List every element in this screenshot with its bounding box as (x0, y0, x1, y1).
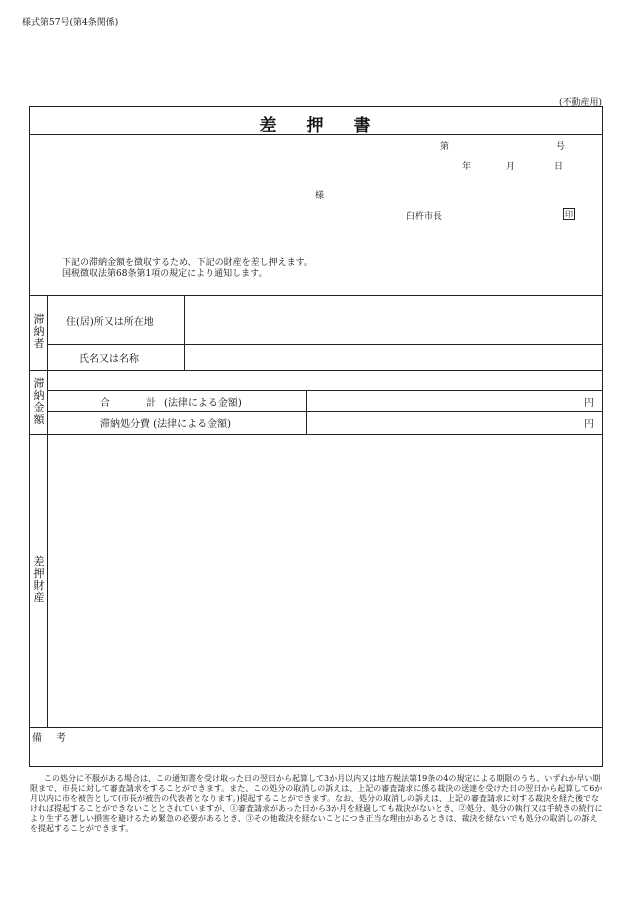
total-currency: 円 (584, 398, 594, 409)
year-label: 年 (462, 162, 472, 172)
issuer: 臼杵市長 (406, 212, 443, 222)
property-top-line (29, 434, 603, 435)
address-label: 住(居)所又は所在地 (66, 317, 154, 328)
intro-line: 下記の滞納金額を徴収するため、下記の財産を差し押えます。 (62, 258, 313, 268)
remarks-label-b: 考 (56, 733, 66, 744)
amount-line-2 (47, 411, 603, 412)
intro-text (62, 258, 313, 280)
amount-section-label: 滞納金額 (33, 377, 45, 426)
usage-label: (不動産用) (558, 98, 602, 108)
number-suffix: 号 (556, 142, 566, 152)
remarks-top-line (29, 727, 603, 728)
day-label: 日 (554, 162, 564, 172)
amount-divider (306, 390, 307, 434)
left-label-column-line (47, 295, 48, 727)
honorific: 様 (315, 191, 325, 201)
appeal-notice: この処分に不服がある場合は、この通知書を受け取った日の翌日から起算して3か月以内又は地方税法第19条の4の規定による期限のうち、いずれか早い期限まで、市長に対して審査請求をすることができます。また、この処分の取消しの訴えは、上記の審査請求に係る裁決の送達を受けた日の翌日から起算して6か月以内に市を被告として(市長が被告の代表者となります。)提起することができます。なお、処分の取消しの訴えは、上記の審査請求に対する裁決を経た後でなければ提起することができないこととされていますが、①審査請求があった日から3か月を経過しても裁決がないとき、②処分、処分の執行又は手続きの続行により生ずる著しい損害を避けるため緊急の必要があるとき、③その他裁決を経ないことにつき正当な理由があるときは、裁決を経ないでも処分の取消しの訴えを提起することができます。 (30, 774, 603, 833)
fee-currency: 円 (584, 419, 594, 430)
taxpayer-mid-line (47, 344, 603, 345)
total-label-b: 計 (146, 398, 156, 409)
total-label-c: (法律による金額) (164, 398, 242, 409)
property-section-label: 差押財産 (33, 555, 45, 604)
amount-top-line (29, 370, 603, 371)
name-label: 氏名又は名称 (79, 354, 139, 365)
form-frame (29, 106, 603, 767)
amount-line-1 (47, 390, 603, 391)
taxpayer-section-label: 滞納者 (33, 313, 45, 350)
remarks-label-a: 備 (32, 733, 42, 744)
taxpayer-divider (184, 295, 185, 370)
taxpayer-top-line (29, 295, 603, 296)
form-number: 様式第57号(第4条関係) (22, 18, 119, 28)
total-label-a: 合 (100, 398, 110, 409)
number-prefix: 第 (440, 142, 450, 152)
fee-label: 滞納処分費 (法律による金額) (100, 419, 231, 430)
month-label: 月 (506, 162, 516, 172)
document-title: 差押書 (259, 116, 401, 136)
seal-mark: 印 (565, 210, 573, 219)
intro-line: 国税徴収法第68条第1項の規定により通知します。 (62, 269, 268, 279)
title-divider (29, 134, 603, 135)
